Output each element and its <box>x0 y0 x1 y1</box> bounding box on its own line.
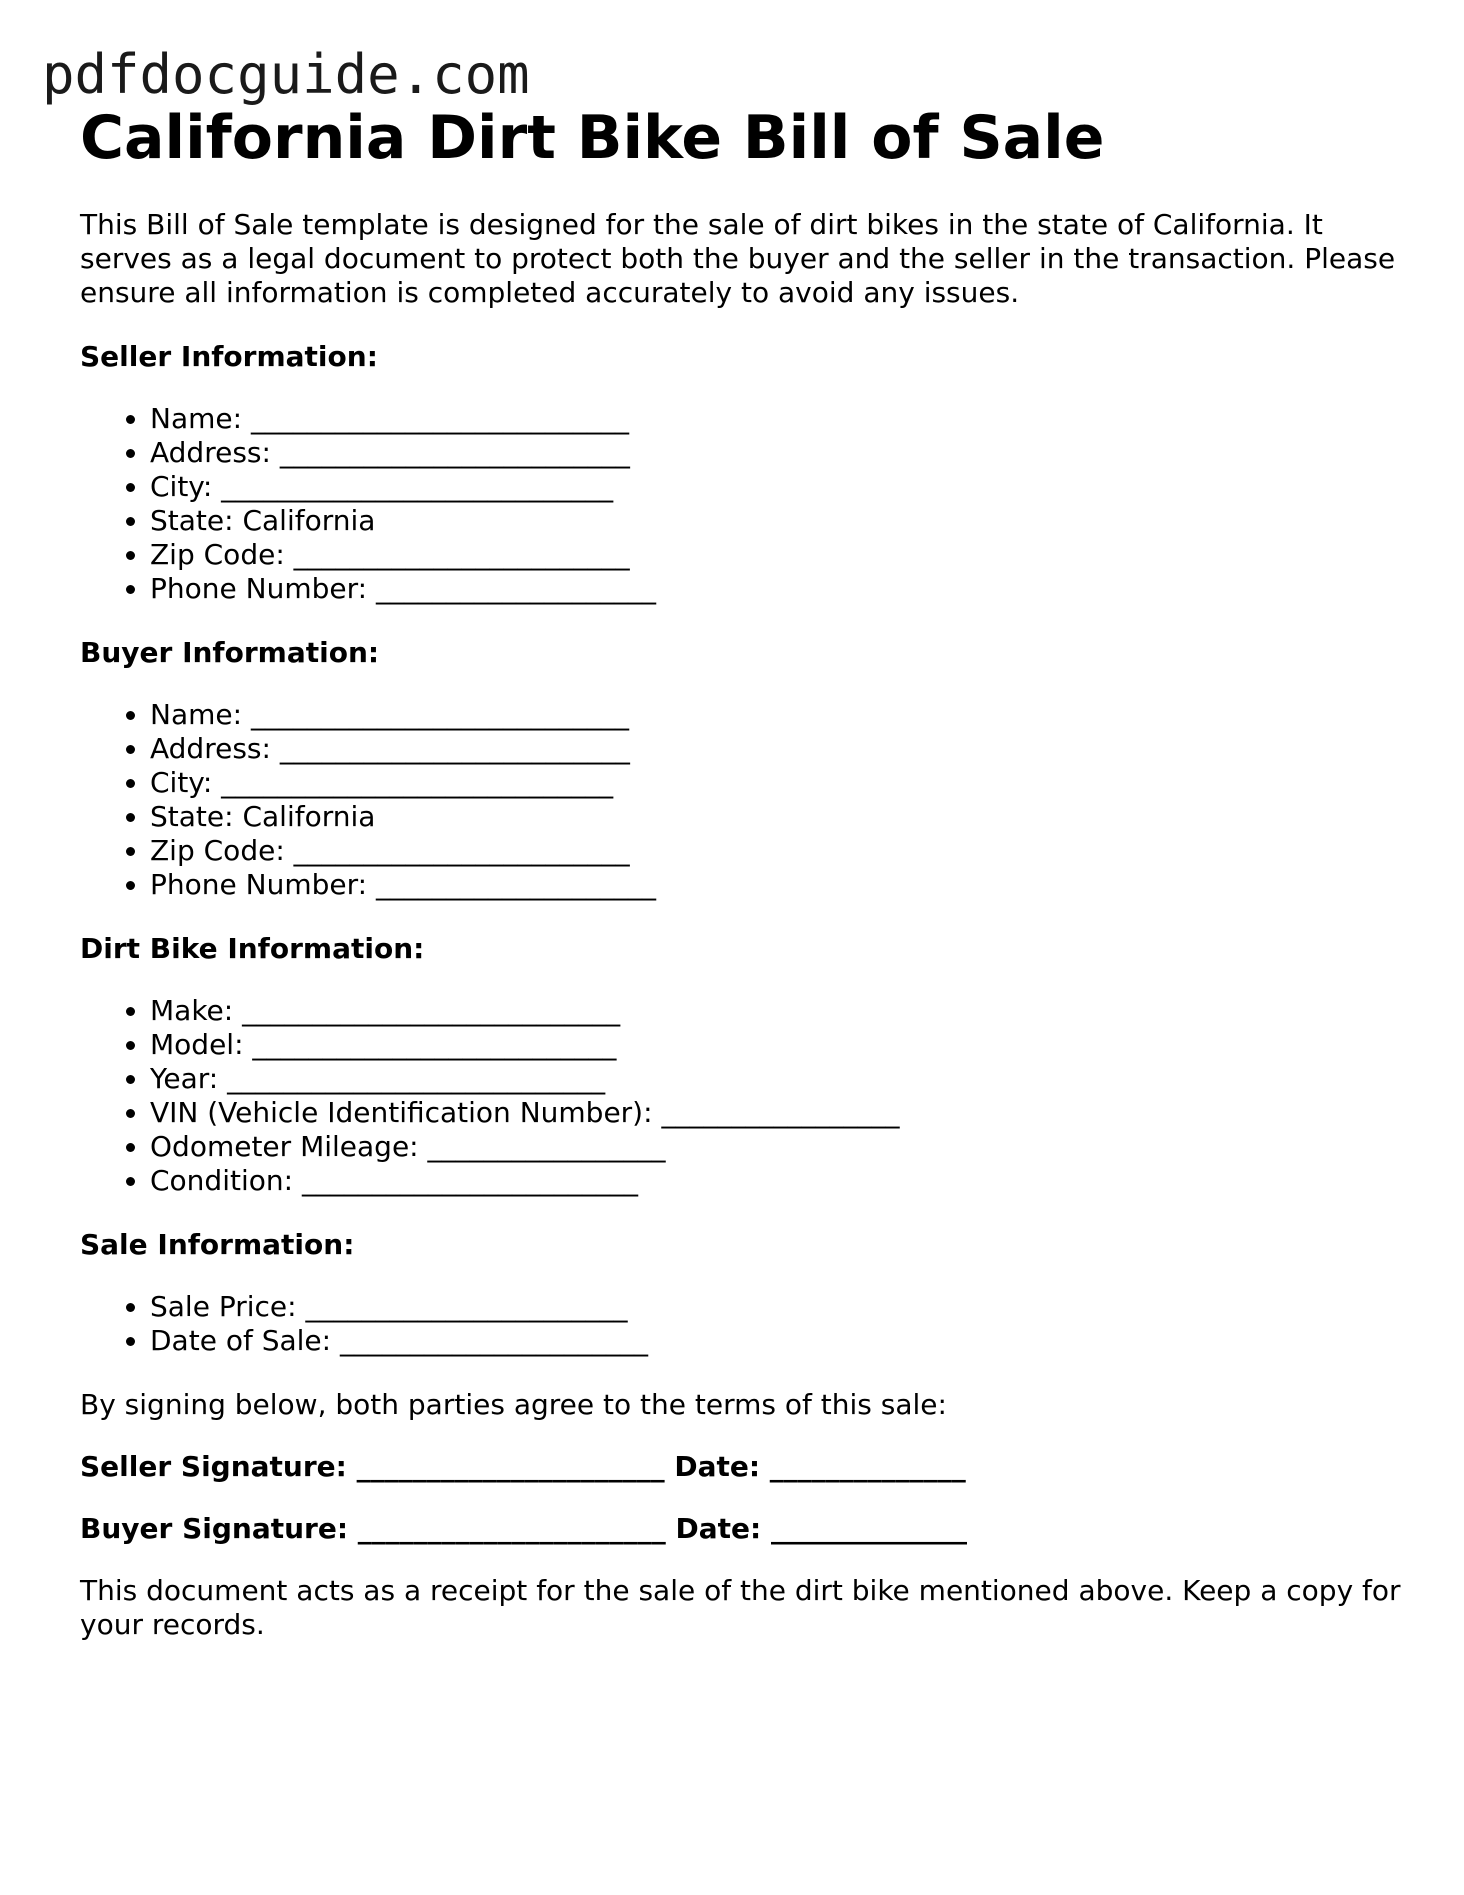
seller-state-field: • State: California <box>150 504 1410 538</box>
seller-fields-list <box>80 402 1410 606</box>
bike-model-field: • Model: __________________________ <box>150 1028 1410 1062</box>
document-page <box>80 100 1410 1642</box>
seller-city-field: • City: ____________________________ <box>150 470 1410 504</box>
buyer-zip-field: • Zip Code: ________________________ <box>150 834 1410 868</box>
sale-price-field: • Sale Price: _______________________ <box>150 1290 1410 1324</box>
bike-fields-list <box>80 994 1410 1198</box>
agreement-statement: By signing below, both parties agree to the terms of this sale: <box>80 1388 947 1421</box>
buyer-city-field: • City: ____________________________ <box>150 766 1410 800</box>
buyer-signature-line: Buyer Signature: ______________________ Date: ______________ <box>80 1512 967 1545</box>
sale-section-heading: Sale Information: <box>80 1228 355 1261</box>
bike-section-heading: Dirt Bike Information: <box>80 932 425 965</box>
seller-phone-field: • Phone Number: ____________________ <box>150 572 1410 606</box>
bike-vin-field: • VIN (Vehicle Identification Number): _________________ <box>150 1096 1410 1130</box>
intro-paragraph: This Bill of Sale template is designed for the sale of dirt bikes in the state of California. It serves as a legal document to protect both the buyer and the seller in the transaction. Please ensure all information is completed accurately to avoid any issues. <box>80 208 1396 309</box>
buyer-state-field: • State: California <box>150 800 1410 834</box>
buyer-address-field: • Address: _________________________ <box>150 732 1410 766</box>
buyer-phone-field: • Phone Number: ____________________ <box>150 868 1410 902</box>
document-title: California Dirt Bike Bill of Sale <box>80 103 1105 173</box>
bike-condition-field: • Condition: ________________________ <box>150 1164 1410 1198</box>
seller-name-field: • Name: ___________________________ <box>150 402 1410 436</box>
buyer-fields-list <box>80 698 1410 902</box>
seller-signature-line: Seller Signature: ______________________ Date: ______________ <box>80 1450 966 1483</box>
seller-address-field: • Address: _________________________ <box>150 436 1410 470</box>
receipt-note: This document acts as a receipt for the sale of the dirt bike mentioned above. Keep a copy for your records. <box>80 1574 1401 1641</box>
sale-date-field: • Date of Sale: ______________________ <box>150 1324 1410 1358</box>
buyer-section-heading: Buyer Information: <box>80 636 380 669</box>
bike-odometer-field: • Odometer Mileage: _________________ <box>150 1130 1410 1164</box>
watermark-logo: pdfdocguide.com <box>42 43 530 106</box>
bike-year-field: • Year: ___________________________ <box>150 1062 1410 1096</box>
seller-section-heading: Seller Information: <box>80 340 378 373</box>
sale-fields-list <box>80 1290 1410 1358</box>
bike-make-field: • Make: ___________________________ <box>150 994 1410 1028</box>
seller-zip-field: • Zip Code: ________________________ <box>150 538 1410 572</box>
buyer-name-field: • Name: ___________________________ <box>150 698 1410 732</box>
